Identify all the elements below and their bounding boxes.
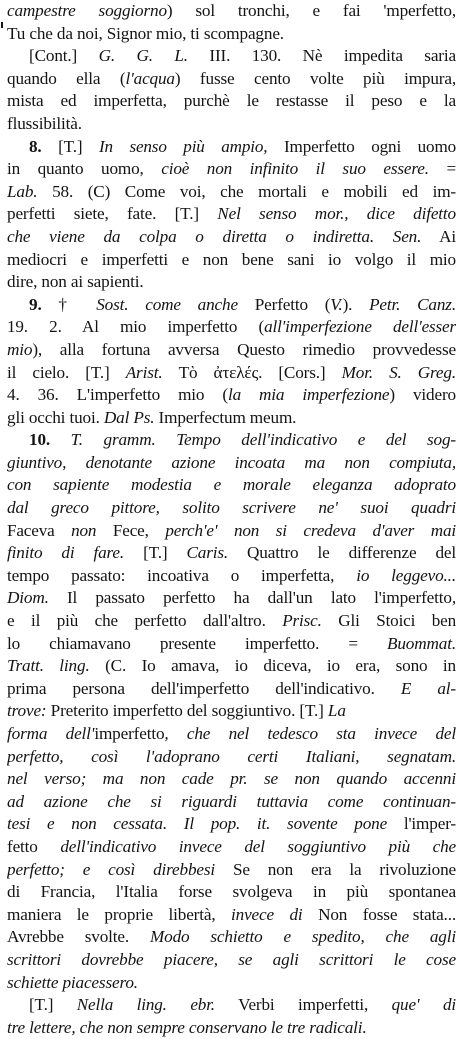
text-run: mediocri e imperfetti e non bene sani io volgo il mio [7,249,456,269]
text-line [7,633,456,656]
italic-text-run: , che nel tedesco sta invece del [164,724,456,743]
text-line [7,68,456,91]
text-run: [T.] [41,136,99,156]
italic-text-run: trove: [7,701,47,721]
text-line [7,610,456,633]
text-run: in quanto uomo, [7,159,162,179]
italic-text-run: giuntivo, denotante azione incoata ma non compiuta, [7,452,456,472]
text-run: [Cont.] [29,46,99,66]
text-run: Fece, [96,520,166,540]
text-run: Ai [421,226,456,246]
italic-text-run: perch'e' non si credeva d'aver mai [165,520,456,540]
text-run: Quattro le differenze del [228,543,456,563]
italic-text-run: La [327,701,346,721]
margin-mark [1,22,3,28]
italic-text-run: cioè non infinito il suo essere. [161,159,429,179]
italic-text-run: scrittori dovrebbe piacere, se agli scrittori le cose [7,949,456,969]
italic-text-run: tesi e non cessata. Il pop. it. sovente pone [7,814,388,834]
text-run: [T.] [29,995,77,1015]
text-line [7,90,456,113]
text-run: flussibilità. [7,113,82,133]
text-line [7,158,456,181]
italic-text-run: mio [7,339,33,359]
text-run: Τὸ ἀτελές. [Cors.] [162,362,342,382]
text-line [7,881,456,904]
text-line [7,768,456,791]
text-run: imperfetto [94,724,165,743]
text-run: 19. 2. Al mio imperfetto ( [7,317,265,337]
text-line [7,746,456,769]
italic-text-run: V. [330,294,343,314]
text-line [7,926,456,949]
italic-text-run: finito di fare. [7,543,125,563]
italic-text-run: perfetto; e così direbbesi [7,859,216,879]
italic-text-run: In senso più ampio, [98,136,268,156]
italic-text-run: Mor. S. Greg. [341,362,456,382]
text-run: ). [342,294,370,314]
text-run: ) sol tronchi, e fai 'mperfetto, [166,1,456,20]
entry-text-column [7,0,456,1039]
italic-text-run: ad azione che si riguardi tuttavia come continuan- [7,791,456,811]
text-run: ) fusse cento volte più impura, [174,68,456,88]
italic-text-run: Prisc. [282,611,322,631]
italic-text-run: Tratt. ling. [7,656,90,676]
text-line [7,655,456,678]
text-run: lo chiamavano presente imperfetto. = [7,633,388,653]
text-run: III. 130. Nè impedita saria [187,46,456,66]
text-line [7,520,456,543]
italic-text-run: Lab. [7,181,38,201]
text-run: Preterito imperfetto del soggiuntivo. [T.] [46,701,328,721]
text-line [7,249,456,272]
italic-text-run: Caris. [186,543,229,563]
text-line [7,316,456,339]
text-line [7,452,456,475]
text-line [7,45,456,68]
text-run: [T.] [124,543,187,563]
italic-text-run: non [71,520,97,540]
italic-text-run: T. gramm. Tempo dell'indicativo e del sog- [70,430,456,450]
text-run: (C. Io amava, io diceva, io era, sono in [89,656,456,676]
text-run: 4. 36. L'imperfetto mio ( [7,385,228,405]
text-line [7,0,456,23]
text-run: Se non era la rivoluzione [215,859,456,879]
text-run: Faceva [7,520,72,540]
italic-text-run: la mia imperfezione [227,385,390,405]
section-number: 10. [29,430,51,450]
text-run: mista ed imperfetta, purchè le restasse il peso e la [7,91,456,111]
text-run: gli occhi tuoi. [7,407,104,427]
italic-text-run: forma dell' [7,724,95,743]
text-line [7,384,456,407]
text-run: 58. (C) Come voi, che mortali e mobili ed im- [37,181,456,201]
text-line [7,474,456,497]
italic-text-run: perfetto, così l'adoprano certi Italiani, segnatam. [7,746,456,766]
text-run: ) videro [389,385,456,405]
italic-text-run: nel verso; ma non cade pr. se non quando accenni [7,769,456,789]
text-run: prima persona dell'imperfetto dell'indicativo. [7,678,401,698]
text-line [7,723,456,746]
text-line [7,949,456,972]
italic-text-run: schiette piacessero. [7,972,138,992]
text-line [7,1017,456,1039]
text-run: e il più che perfetto dall'altro. [7,611,283,631]
italic-text-run: dal greco pittore, solito scrivere ne' suoi quadri [7,498,456,518]
text-line [7,226,456,249]
italic-text-run: che viene da colpa o diretta o indiretta. Sen. [7,226,422,246]
text-line [7,836,456,859]
text-line [7,859,456,882]
text-run: † [41,294,97,314]
italic-text-run: campestre soggiorno [7,1,167,20]
text-line [7,203,456,226]
text-run: Non fosse stata... [302,904,456,924]
text-run: il cielo. [T.] [7,362,126,382]
text-run: Verbi imperfetti, [214,995,392,1015]
italic-text-run: invece di [231,904,303,924]
text-line [7,113,456,136]
italic-text-run: Petr. Canz. [369,294,456,314]
text-line [7,565,456,588]
text-line [7,362,456,385]
text-run: dire, non ai sapienti. [7,272,144,292]
text-run: fetto [7,836,61,856]
italic-text-run: E al- [400,678,456,698]
italic-text-run: Arist. [125,362,163,382]
italic-text-run: Buommat. [387,633,456,653]
text-line [7,339,456,362]
text-run: Il passato perfetto ha dall'un lato l'imperfetto, [48,588,456,608]
text-line [7,136,456,159]
text-line [7,407,456,430]
text-run: = [428,159,456,179]
italic-text-run: Nel senso mor., dice difetto [217,204,456,224]
text-run: tempo passato: incoativa o imperfetta, [7,565,357,585]
italic-text-run: Modo schietto e spedito, che agli [149,927,456,947]
text-line [7,271,456,294]
text-run: Imperfectum meum. [154,407,297,427]
text-line [7,791,456,814]
section-number: 9. [29,294,42,314]
italic-text-run: Nella ling. ebr. [76,995,215,1015]
text-run: Tu che da noi, Signor mio, ti scompagne. [7,23,284,43]
text-run: Imperfetto ogni uomo [267,136,456,156]
text-line [7,181,456,204]
italic-text-run: Sost. come anche [96,294,238,314]
text-line [7,542,456,565]
text-run: di Francia, l'Italia forse svolgeva in più spontanea [7,882,456,902]
italic-text-run: l'acqua [125,68,175,88]
text-line [7,904,456,927]
text-line [7,700,456,723]
section-number: 8. [29,136,42,156]
text-line [7,294,456,317]
italic-text-run: Diom. [7,588,49,608]
text-line [7,678,456,701]
text-run: ), alla fortuna avversa Questo rimedio provvedesse [32,339,456,359]
text-line [7,23,456,46]
italic-text-run: G. G. L. [98,46,188,66]
text-line [7,994,456,1017]
text-line [7,813,456,836]
text-run: l'imper- [387,814,456,834]
text-line [7,587,456,610]
text-line [7,497,456,520]
italic-text-run: que' di [391,995,456,1015]
italic-text-run: io leggevo... [356,565,456,585]
text-line [7,972,456,995]
text-run: maniera le proprie libertà, [7,904,231,924]
text-run: quando ella ( [7,68,126,88]
text-run: Avrebbe svolte. [7,927,150,947]
italic-text-run: all'imperfezione dell'esser [264,317,456,337]
italic-text-run: tre lettere, che non sempre conservano le tre radicali. [7,1017,367,1037]
text-run: perfetti siete, fate. [T.] [7,204,218,224]
italic-text-run: Dal Ps. [103,407,155,427]
text-run: Gli Stoici ben [321,611,456,631]
italic-text-run: dell'indicativo invece del soggiuntivo più che [60,836,456,856]
text-run [50,430,71,449]
italic-text-run: con sapiente modestia e morale eleganza adoprato [7,475,456,495]
text-line [7,429,456,452]
text-run: Perfetto ( [237,294,331,314]
